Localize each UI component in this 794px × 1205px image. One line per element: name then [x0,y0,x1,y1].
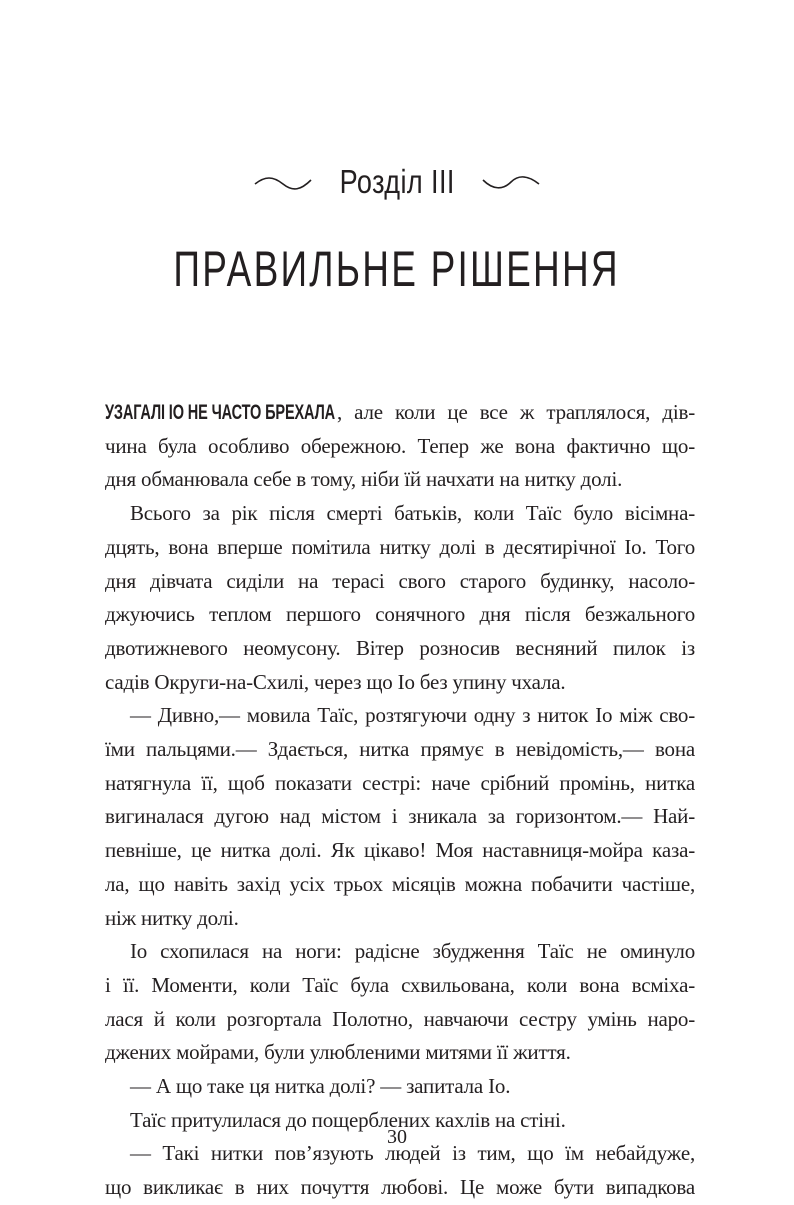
text-line [105,666,695,700]
text-line [105,868,695,902]
line-text: — А що таке ця нитка долі? — запитала Іо. [130,1074,511,1099]
page-number: 30 [387,1126,407,1148]
line-text: дня обманювала себе в тому, ніби їй начхати на нитку долі. [105,467,623,492]
chapter-number: Розділ III [339,163,455,200]
text-line [105,800,695,834]
line-text: Всього за рік після смерті батьків, коли Таїс було вісімна- [130,501,695,526]
text-line [105,632,695,666]
text-line [105,935,695,969]
text-line [105,497,695,531]
body-text [105,396,695,1205]
text-line [105,565,695,599]
line-text: садів Округи-на-Схилі, через що Іо без упину чхала. [105,669,566,694]
text-line [105,531,695,565]
text-line [105,834,695,868]
line-text: чина була особливо обережною. Тепер же вона фактично що- [105,433,695,458]
line-text: натягнула її, щоб показати сестрі: наче срібний промінь, нитка [105,770,695,795]
lead-in-text: УЗАГАЛІ ІО НЕ ЧАСТО БРЕХАЛА [105,401,336,424]
line-text: джуючись теплом першого сонячного дня після безжального [105,602,695,627]
chapter-title-text: ПРАВИЛЬНЕ РІШЕННЯ [173,241,621,297]
line-text: дня дівчата сиділи на терасі свого старого будинку, насоло- [105,568,695,593]
text-line [105,1003,695,1037]
text-line [105,969,695,1003]
line-text: — Дивно,— мовила Таїс, розтягуючи одну з ниток Іо між сво- [130,703,695,728]
line-text: певніше, це нитка долі. Як цікаво! Моя наставниця-мойра каза- [105,838,695,863]
line-text: джених мойрами, були улюбленими митями її життя. [105,1040,571,1065]
line-text: Іо схопилася на ноги: радісне збудження Таїс не оминуло [130,939,695,964]
text-line [105,902,695,936]
line-text: що викликає в них почуття любові. Це може бути випадкова [105,1175,695,1200]
line-text: ла, що навіть захід усіх трьох місяців можна побачити частіше, [105,871,695,896]
swash-ornament-left-icon [253,172,313,192]
chapter-heading [0,163,794,201]
lead-in [105,396,337,430]
line-text: вигиналася дугою над містом і зникала за горизонтом.— Най- [105,804,695,829]
text-line [105,767,695,801]
line-text: і її. Моменти, коли Таїс була схвильована, коли вона всміха- [105,972,695,997]
line-text: їми пальцями.— Здається, нитка прямує в невідомість,— вона [105,737,695,762]
text-line [105,699,695,733]
line-text: ніж нитку долі. [105,905,239,930]
line-text: лася й коли розгортала Полотно, навчаючи сестру умінь наро- [105,1006,695,1031]
line-text: Таїс притулилася до пощерблених кахлів на стіні. [130,1107,566,1132]
text-line [105,430,695,464]
line-text: , але коли це все ж траплялося, дів- [337,400,695,424]
line-text: дцять, вона вперше помітила нитку долі в десятирічної Іо. Того [105,534,695,559]
text-line [105,598,695,632]
text-line [105,1036,695,1070]
text-line [105,396,695,430]
line-text: — Такі нитки пов’язують людей із тим, що їм небайдуже, [130,1141,695,1166]
text-line [105,733,695,767]
text-line [105,1070,695,1104]
swash-ornament-right-icon [481,172,541,192]
text-line [105,463,695,497]
chapter-title [0,240,794,298]
line-text: двотижневого неомусону. Вітер розносив весняний пилок із [105,635,695,660]
